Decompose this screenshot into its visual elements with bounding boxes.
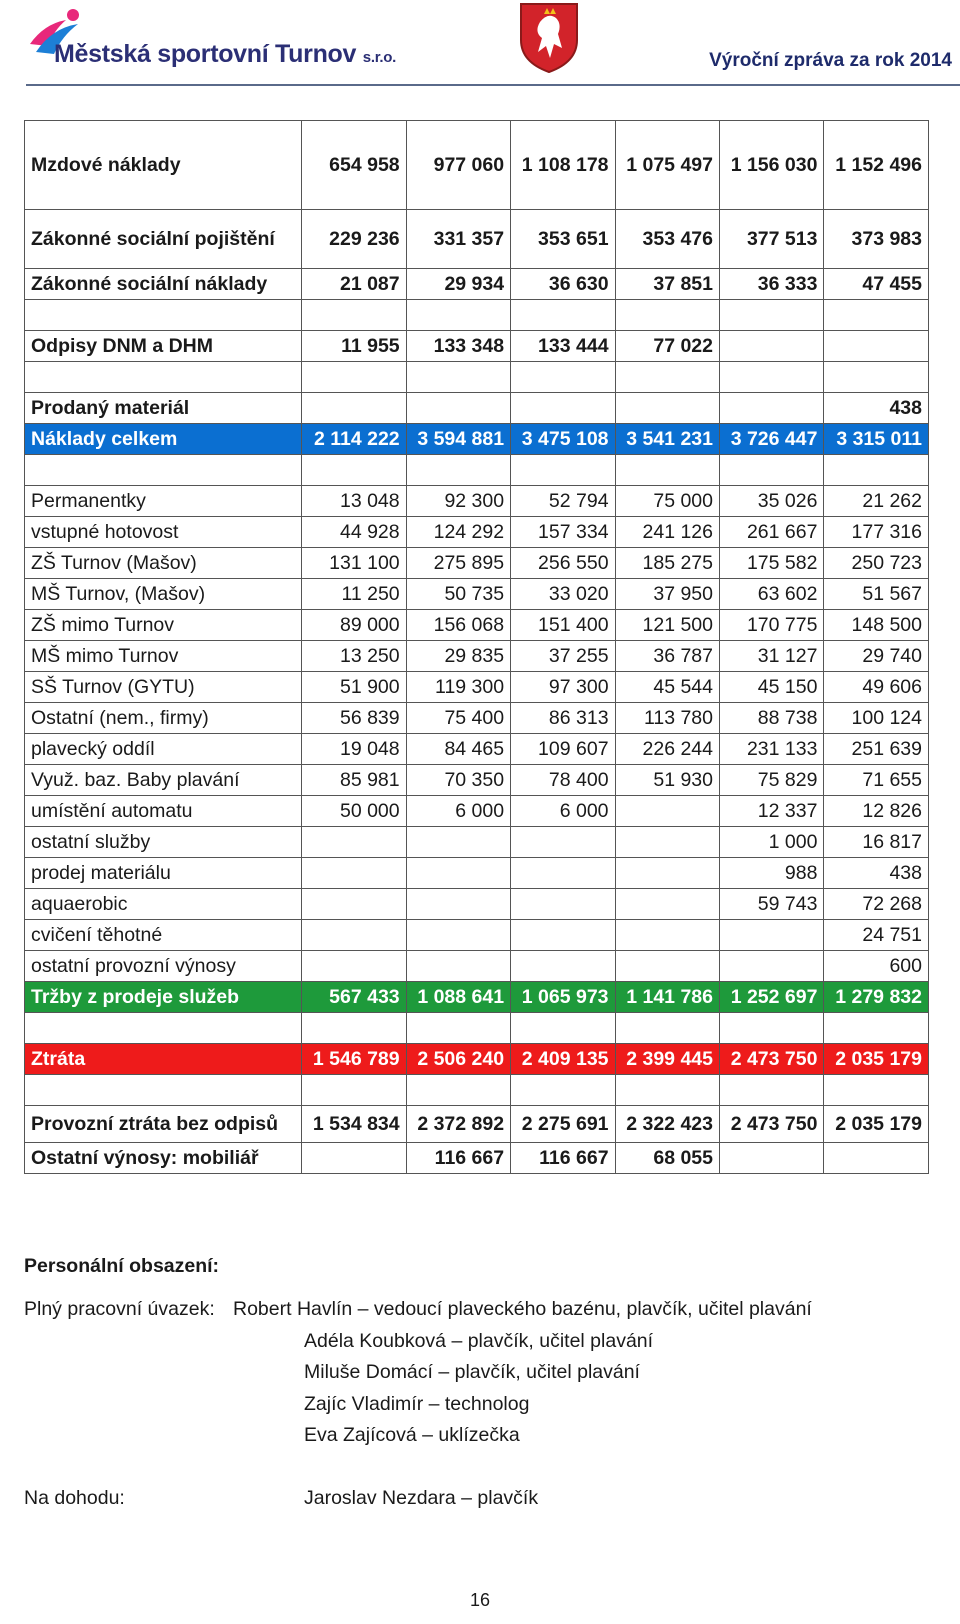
cell-value: 377 513 — [720, 210, 824, 269]
table-row — [25, 517, 929, 548]
staff-entry: Miluše Domácí – plavčík, učitel plavání — [304, 1361, 640, 1383]
cell-value: 1 088 641 — [406, 982, 510, 1013]
cell-value — [720, 331, 824, 362]
cell-value: 2 275 691 — [511, 1106, 615, 1143]
table-row — [25, 121, 929, 210]
cell-value: 2 035 179 — [824, 1106, 929, 1143]
table-row — [25, 734, 929, 765]
cell-value: 3 315 011 — [824, 424, 929, 455]
cell-value: 21 087 — [302, 269, 406, 300]
cell-value — [511, 889, 615, 920]
cell-value: 156 068 — [406, 610, 510, 641]
cell-value: 75 400 — [406, 703, 510, 734]
cell-value: 52 794 — [511, 486, 615, 517]
cell-value: 2 035 179 — [824, 1044, 929, 1075]
cell-value: 36 787 — [615, 641, 719, 672]
cell-value — [615, 393, 719, 424]
cell-value: 70 350 — [406, 765, 510, 796]
cell-value: 2 506 240 — [406, 1044, 510, 1075]
table-row — [25, 796, 929, 827]
row-label: aquaerobic — [25, 889, 302, 920]
staff-entry: Adéla Koubková – plavčík, učitel plavání — [304, 1330, 654, 1352]
row-label: Tržby z prodeje služeb — [25, 982, 302, 1013]
cell-value: 1 141 786 — [615, 982, 719, 1013]
cell-value: 11 250 — [302, 579, 406, 610]
table-row — [25, 486, 929, 517]
cell-value: 86 313 — [511, 703, 615, 734]
cell-value — [406, 951, 510, 982]
cell-value: 438 — [824, 393, 929, 424]
cell-value: 331 357 — [406, 210, 510, 269]
cell-value — [302, 920, 406, 951]
table-row — [25, 210, 929, 269]
full-time-label: Plný pracovní úvazek: — [24, 1298, 215, 1320]
cell-value: 1 156 030 — [720, 121, 824, 210]
table-row — [25, 1143, 929, 1174]
cell-value: 177 316 — [824, 517, 929, 548]
row-label: Ztráta — [25, 1044, 302, 1075]
cell-value — [302, 393, 406, 424]
table-row — [25, 920, 929, 951]
cell-value: 133 348 — [406, 331, 510, 362]
cell-value: 56 839 — [302, 703, 406, 734]
cell-value: 229 236 — [302, 210, 406, 269]
agreement-label: Na dohodu: — [24, 1487, 125, 1509]
cell-value: 29 740 — [824, 641, 929, 672]
row-label: Provozní ztráta bez odpisů — [25, 1106, 302, 1143]
cell-value: 36 630 — [511, 269, 615, 300]
row-label: Zákonné sociální náklady — [25, 269, 302, 300]
cell-value: 100 124 — [824, 703, 929, 734]
table-row-empty — [25, 300, 929, 331]
row-label: ZŠ mimo Turnov — [25, 610, 302, 641]
table-row — [25, 269, 929, 300]
cell-value — [406, 827, 510, 858]
cell-value: 261 667 — [720, 517, 824, 548]
cell-value: 133 444 — [511, 331, 615, 362]
row-label: MŠ mimo Turnov — [25, 641, 302, 672]
cell-value: 37 255 — [511, 641, 615, 672]
cell-value: 131 100 — [302, 548, 406, 579]
row-label: Prodaný materiál — [25, 393, 302, 424]
row-label: Odpisy DNM a DHM — [25, 331, 302, 362]
cell-value — [511, 951, 615, 982]
cell-value: 68 055 — [615, 1143, 719, 1174]
table-row — [25, 1106, 929, 1143]
cell-value: 185 275 — [615, 548, 719, 579]
cell-value: 1 075 497 — [615, 121, 719, 210]
table-row — [25, 641, 929, 672]
cell-value — [615, 889, 719, 920]
cell-value — [511, 920, 615, 951]
cell-value: 3 475 108 — [511, 424, 615, 455]
cell-value: 148 500 — [824, 610, 929, 641]
cell-value: 241 126 — [615, 517, 719, 548]
cell-value: 3 541 231 — [615, 424, 719, 455]
cell-value: 89 000 — [302, 610, 406, 641]
staff-entry: Jaroslav Nezdara – plavčík — [304, 1487, 539, 1509]
cell-value — [615, 827, 719, 858]
cell-value: 78 400 — [511, 765, 615, 796]
cell-value: 250 723 — [824, 548, 929, 579]
cell-value: 2 473 750 — [720, 1044, 824, 1075]
cell-value: 29 934 — [406, 269, 510, 300]
staff-entry: Eva Zajícová – uklízečka — [304, 1424, 520, 1446]
table-row-revenue-total — [25, 982, 929, 1013]
row-label: plavecký oddíl — [25, 734, 302, 765]
table-row-empty — [25, 1075, 929, 1106]
cell-value: 51 930 — [615, 765, 719, 796]
staff-entry: Robert Havlín – vedoucí plaveckého bazénu, plavčík, učitel plavání — [233, 1298, 812, 1320]
row-label: Permanentky — [25, 486, 302, 517]
cell-value: 45 544 — [615, 672, 719, 703]
cell-value: 6 000 — [511, 796, 615, 827]
cell-value: 175 582 — [720, 548, 824, 579]
cell-value: 256 550 — [511, 548, 615, 579]
table-row-loss — [25, 1044, 929, 1075]
cell-value — [615, 858, 719, 889]
cell-value — [406, 858, 510, 889]
cell-value: 63 602 — [720, 579, 824, 610]
cell-value: 353 476 — [615, 210, 719, 269]
cell-value: 1 065 973 — [511, 982, 615, 1013]
table-row-empty — [25, 362, 929, 393]
cell-value: 2 399 445 — [615, 1044, 719, 1075]
cell-value: 35 026 — [720, 486, 824, 517]
table-row — [25, 765, 929, 796]
row-label: vstupné hotovost — [25, 517, 302, 548]
cell-value: 44 928 — [302, 517, 406, 548]
row-label: ZŠ Turnov (Mašov) — [25, 548, 302, 579]
row-label: SŠ Turnov (GYTU) — [25, 672, 302, 703]
cell-value — [720, 951, 824, 982]
cell-value — [615, 920, 719, 951]
cell-value — [511, 827, 615, 858]
report-title: Výroční zpráva za rok 2014 — [709, 50, 952, 71]
table-row-empty — [25, 455, 929, 486]
cell-value: 275 895 — [406, 548, 510, 579]
cell-value: 75 000 — [615, 486, 719, 517]
cell-value — [302, 889, 406, 920]
table-row — [25, 703, 929, 734]
cell-value: 72 268 — [824, 889, 929, 920]
cell-value: 353 651 — [511, 210, 615, 269]
cell-value — [720, 920, 824, 951]
cell-value: 2 473 750 — [720, 1106, 824, 1143]
cell-value: 2 409 135 — [511, 1044, 615, 1075]
cell-value — [302, 827, 406, 858]
cell-value: 113 780 — [615, 703, 719, 734]
cell-value: 1 108 178 — [511, 121, 615, 210]
cell-value: 50 000 — [302, 796, 406, 827]
table-row — [25, 889, 929, 920]
cell-value: 3 726 447 — [720, 424, 824, 455]
row-label: Využ. baz. Baby plavání — [25, 765, 302, 796]
table-row — [25, 610, 929, 641]
cell-value: 51 567 — [824, 579, 929, 610]
cell-value: 1 279 832 — [824, 982, 929, 1013]
financial-table — [24, 120, 929, 1174]
cell-value: 24 751 — [824, 920, 929, 951]
cell-value: 116 667 — [511, 1143, 615, 1174]
cell-value — [302, 858, 406, 889]
cell-value — [406, 889, 510, 920]
cell-value — [824, 1143, 929, 1174]
table-row-total-costs — [25, 424, 929, 455]
cell-value: 13 250 — [302, 641, 406, 672]
cell-value: 170 775 — [720, 610, 824, 641]
table-row — [25, 827, 929, 858]
cell-value: 231 133 — [720, 734, 824, 765]
cell-value — [615, 951, 719, 982]
row-label: prodej materiálu — [25, 858, 302, 889]
cell-value: 373 983 — [824, 210, 929, 269]
cell-value: 6 000 — [406, 796, 510, 827]
cell-value — [720, 1143, 824, 1174]
cell-value: 50 735 — [406, 579, 510, 610]
cell-value: 1 000 — [720, 827, 824, 858]
row-label: MŠ Turnov, (Mašov) — [25, 579, 302, 610]
cell-value: 19 048 — [302, 734, 406, 765]
cell-value: 1 152 496 — [824, 121, 929, 210]
cell-value — [511, 858, 615, 889]
cell-value: 75 829 — [720, 765, 824, 796]
cell-value — [824, 331, 929, 362]
cell-value — [302, 1143, 406, 1174]
cell-value: 119 300 — [406, 672, 510, 703]
cell-value: 77 022 — [615, 331, 719, 362]
cell-value: 3 594 881 — [406, 424, 510, 455]
cell-value: 438 — [824, 858, 929, 889]
cell-value — [302, 951, 406, 982]
cell-value — [406, 393, 510, 424]
table-row — [25, 393, 929, 424]
cell-value: 654 958 — [302, 121, 406, 210]
cell-value: 11 955 — [302, 331, 406, 362]
cell-value: 51 900 — [302, 672, 406, 703]
table-row-empty — [25, 1013, 929, 1044]
table-row — [25, 579, 929, 610]
cell-value: 88 738 — [720, 703, 824, 734]
cell-value: 37 851 — [615, 269, 719, 300]
cell-value: 84 465 — [406, 734, 510, 765]
staff-entry: Zajíc Vladimír – technolog — [304, 1393, 530, 1415]
table-row — [25, 951, 929, 982]
cell-value: 251 639 — [824, 734, 929, 765]
cell-value — [406, 920, 510, 951]
cell-value: 116 667 — [406, 1143, 510, 1174]
logo-suffix: s.r.o. — [362, 49, 396, 66]
logo-wordmark — [54, 40, 396, 69]
logo-text: Městská sportovní Turnov — [54, 40, 357, 68]
cell-value: 2 322 423 — [615, 1106, 719, 1143]
cell-value — [720, 393, 824, 424]
page-number: 16 — [469, 1590, 491, 1610]
cell-value: 36 333 — [720, 269, 824, 300]
header-divider — [26, 84, 960, 86]
cell-value — [615, 796, 719, 827]
cell-value: 1 534 834 — [302, 1106, 406, 1143]
cell-value: 1 252 697 — [720, 982, 824, 1013]
cell-value: 71 655 — [824, 765, 929, 796]
cell-value — [511, 393, 615, 424]
cell-value: 2 372 892 — [406, 1106, 510, 1143]
cell-value: 2 114 222 — [302, 424, 406, 455]
cell-value: 124 292 — [406, 517, 510, 548]
row-label: cvičení těhotné — [25, 920, 302, 951]
row-label: Mzdové náklady — [25, 121, 302, 210]
cell-value: 29 835 — [406, 641, 510, 672]
page-header — [0, 0, 960, 92]
cell-value: 12 337 — [720, 796, 824, 827]
cell-value: 49 606 — [824, 672, 929, 703]
cell-value: 109 607 — [511, 734, 615, 765]
row-label: Ostatní (nem., firmy) — [25, 703, 302, 734]
company-logo — [26, 4, 426, 74]
cell-value: 157 334 — [511, 517, 615, 548]
row-label: Zákonné sociální pojištění — [25, 210, 302, 269]
row-label: ostatní provozní výnosy — [25, 951, 302, 982]
cell-value: 92 300 — [406, 486, 510, 517]
row-label: umístění automatu — [25, 796, 302, 827]
cell-value: 151 400 — [511, 610, 615, 641]
table-row — [25, 858, 929, 889]
table-row — [25, 548, 929, 579]
cell-value: 13 048 — [302, 486, 406, 517]
cell-value: 1 546 789 — [302, 1044, 406, 1075]
cell-value: 31 127 — [720, 641, 824, 672]
row-label: ostatní služby — [25, 827, 302, 858]
cell-value: 59 743 — [720, 889, 824, 920]
cell-value: 97 300 — [511, 672, 615, 703]
cell-value: 37 950 — [615, 579, 719, 610]
cell-value: 45 150 — [720, 672, 824, 703]
cell-value: 121 500 — [615, 610, 719, 641]
cell-value: 85 981 — [302, 765, 406, 796]
table-row — [25, 331, 929, 362]
staff-section-title: Personální obsazení: — [24, 1255, 220, 1277]
row-label: Ostatní výnosy: mobiliář — [25, 1143, 302, 1174]
cell-value: 47 455 — [824, 269, 929, 300]
cell-value: 12 826 — [824, 796, 929, 827]
table-row — [25, 672, 929, 703]
town-crest-icon — [518, 0, 580, 74]
cell-value: 988 — [720, 858, 824, 889]
cell-value: 600 — [824, 951, 929, 982]
cell-value: 21 262 — [824, 486, 929, 517]
cell-value: 226 244 — [615, 734, 719, 765]
cell-value: 16 817 — [824, 827, 929, 858]
cell-value: 567 433 — [302, 982, 406, 1013]
row-label: Náklady celkem — [25, 424, 302, 455]
cell-value: 33 020 — [511, 579, 615, 610]
cell-value: 977 060 — [406, 121, 510, 210]
